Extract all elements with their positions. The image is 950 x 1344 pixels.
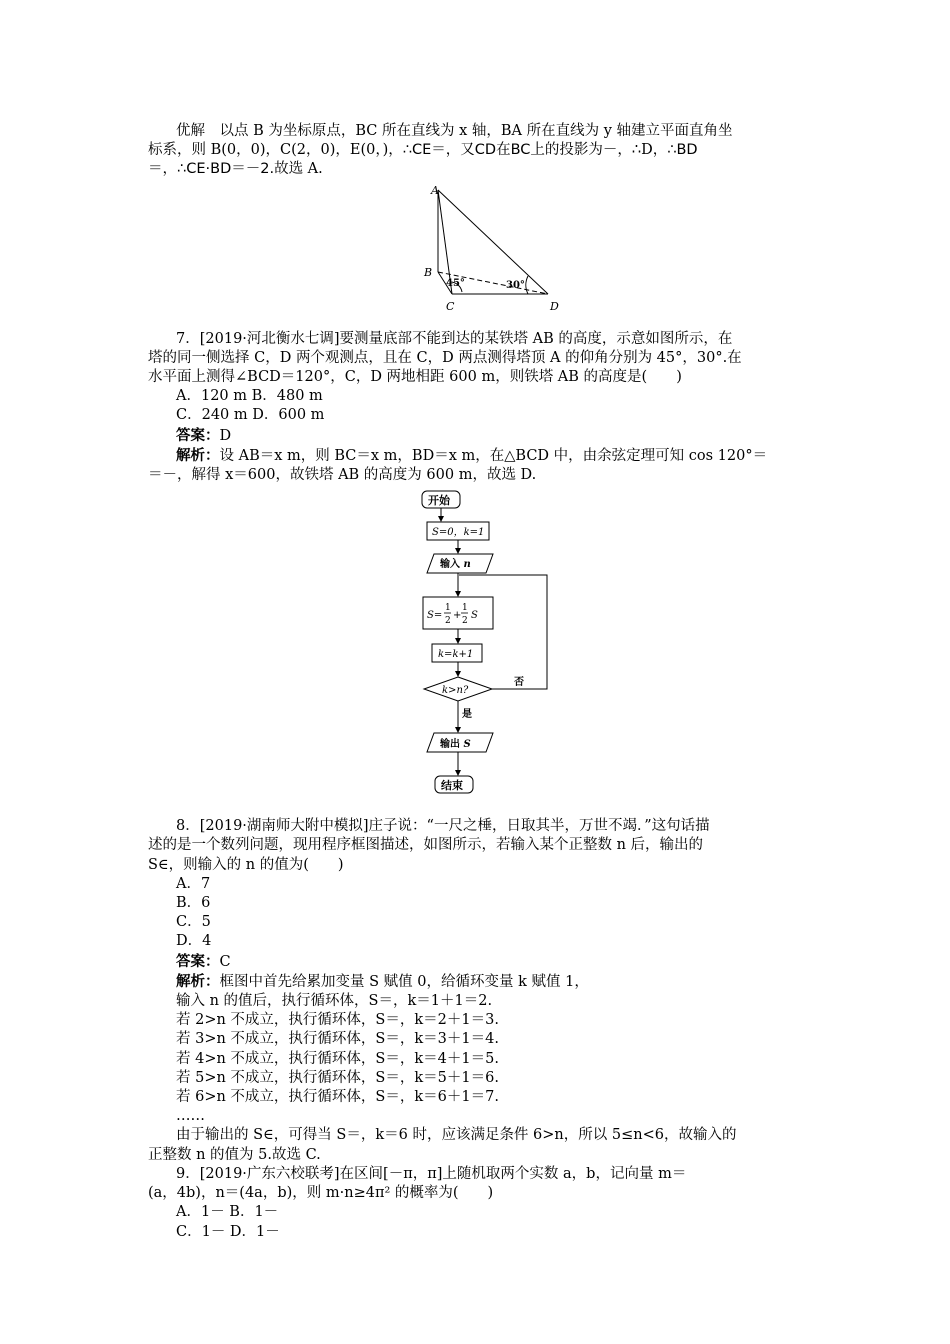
q8-line1: 8．[2019·湖南师大附中模拟]庄子说：“一尺之棰，日取其半，万世不竭．”这句话描 — [176, 818, 710, 835]
q8-step: 输入 n 的值后，执行循环体，S＝，k＝1＋1＝2. — [176, 993, 493, 1010]
q8-option-c: C．5 — [176, 914, 211, 931]
question-number: 9． — [176, 1165, 200, 1182]
flow-frac2-den: 2 — [462, 616, 468, 627]
label-c: C — [446, 299, 455, 313]
q9-options-row2: C．1－ D．1－ — [176, 1223, 280, 1240]
q7-answer: 答案：D — [176, 426, 232, 444]
angle-45-label: 45° — [446, 277, 465, 289]
flow-plus: + — [453, 610, 462, 622]
flow-no-label: 否 — [514, 677, 524, 689]
flow-frac1-den: 2 — [445, 616, 451, 627]
q8-line3: S∈，则输入的 n 的值为( ) — [148, 856, 344, 873]
q8-option-a: A．7 — [176, 875, 211, 892]
flow-frac1-num: 1 — [445, 603, 451, 614]
tower-triangle-figure — [148, 184, 808, 324]
q7-options-row2: C．240 m D．600 m — [176, 407, 325, 424]
flowchart-figure — [148, 489, 808, 815]
q8-step: 若 3>n 不成立，执行循环体，S＝，k＝3＋1＝4. — [176, 1031, 499, 1048]
flow-input-var: n — [463, 559, 471, 571]
q8-line2: 述的是一个数列问题，现用程序框图描述，如图所示，若输入某个正整数 n 后，输出的 — [148, 837, 704, 854]
q8-step: 若 2>n 不成立，执行循环体，S＝，k＝2＋1＝3. — [176, 1012, 499, 1029]
q7-analysis-line2: ＝－，解得 x＝600，故铁塔 AB 的高度为 600 m，故选 D. — [148, 467, 537, 484]
flow-loop-line — [459, 575, 547, 689]
q7-line2: 塔的同一侧选择 C，D 两个观测点，且在 C，D 两点测得塔顶 A 的仰角分别为 45°，30°.在 — [148, 349, 742, 366]
svg-text:S=0，k=1 — [432, 527, 484, 538]
flow-assign-s: S= — [427, 610, 443, 622]
label-a: A — [431, 183, 439, 197]
angle-d-arc — [526, 276, 528, 294]
flow-increment-label: k=k+1 — [438, 649, 474, 661]
q8-ellipsis: …… — [176, 1108, 205, 1125]
q9-options-row1: A．1－ B．1－ — [176, 1204, 279, 1221]
flow-times-s: S — [471, 610, 478, 622]
flow-init-s: S=0， — [432, 527, 464, 539]
question-number: 8． — [176, 818, 200, 835]
flow-condition-label: k>n? — [442, 685, 469, 697]
flow-init-k: k=1 — [463, 527, 485, 539]
q8-step: 若 6>n 不成立，执行循环体，S＝，k＝6＋1＝7. — [176, 1089, 499, 1106]
document-page — [148, 122, 808, 1242]
flow-input-label: 输入 — [440, 559, 460, 571]
flow-output-var: S — [463, 739, 471, 751]
q8-conclusion2: 正整数 n 的值为 5.故选 C. — [148, 1146, 321, 1163]
prev-solution-line2: 标系，则 B(0，0)，C(2，0)，E(0，)，∴CE＝，又CD在BC上的投影为－，∴D，∴BD — [148, 142, 698, 159]
flow-frac2-num: 1 — [462, 603, 468, 614]
q7-analysis-line1: 解析：设 AB＝x m，则 BC＝x m，BD＝x m，在△BCD 中，由余弦定理可知 cos 120°＝ — [176, 446, 768, 464]
q7-options-row1: A．120 m B．480 m — [176, 388, 323, 405]
q9-line1: 9．[2019·广东六校联考]在区间[－π，π]上随机取两个实数 a，b，记向量 m＝ — [176, 1165, 687, 1182]
q8-answer: 答案：C — [176, 952, 231, 970]
q7-line1: 7．[2019·河北衡水七调]要测量底部不能到达的某铁塔 AB 的高度，示意如图所示，在 — [176, 330, 733, 347]
q8-step: 若 5>n 不成立，执行循环体，S＝，k＝5＋1＝6. — [176, 1069, 499, 1086]
svg-text:输出 S — [439, 737, 471, 750]
solution-label: 优解 — [176, 123, 205, 139]
q7-line3: 水平面上测得∠BCD＝120°，C，D 两地相距 600 m，则铁塔 AB 的高度是( ) — [148, 369, 682, 386]
prev-solution-line1: 优解 以点 B 为坐标原点，BC 所在直线为 x 轴，BA 所在直线为 y 轴建立平面直角坐 — [176, 123, 733, 139]
flow-end-label: 结束 — [441, 779, 463, 793]
q8-option-d: D．4 — [176, 933, 212, 950]
label-b: B — [424, 265, 433, 279]
q8-analysis-line1: 解析：框图中首先给累加变量 S 赋值 0，给循环变量 k 赋值 1， — [176, 972, 589, 990]
flow-yes-label: 是 — [462, 709, 472, 721]
label-d: D — [550, 299, 559, 313]
flow-output-label: 输出 — [440, 739, 460, 751]
question-number: 7． — [176, 330, 200, 347]
svg-text:输入 n — [439, 557, 471, 570]
prev-solution-line3: ＝，∴CE·BD＝－2.故选 A. — [148, 161, 323, 178]
flow-start-label: 开始 — [428, 494, 450, 508]
q9-line2: (a，4b)，n＝(4a，b)，则 m·n≥4π² 的概率为( ) — [148, 1185, 494, 1202]
q8-option-b: B．6 — [176, 895, 211, 912]
angle-30-label: 30° — [506, 279, 525, 291]
q8-conclusion1: 由于输出的 S∈，可得当 S＝，k＝6 时，应该满足条件 6>n，所以 5≤n<6，故输入的 — [176, 1127, 737, 1144]
q8-step: 若 4>n 不成立，执行循环体，S＝，k＝4＋1＝5. — [176, 1050, 499, 1067]
